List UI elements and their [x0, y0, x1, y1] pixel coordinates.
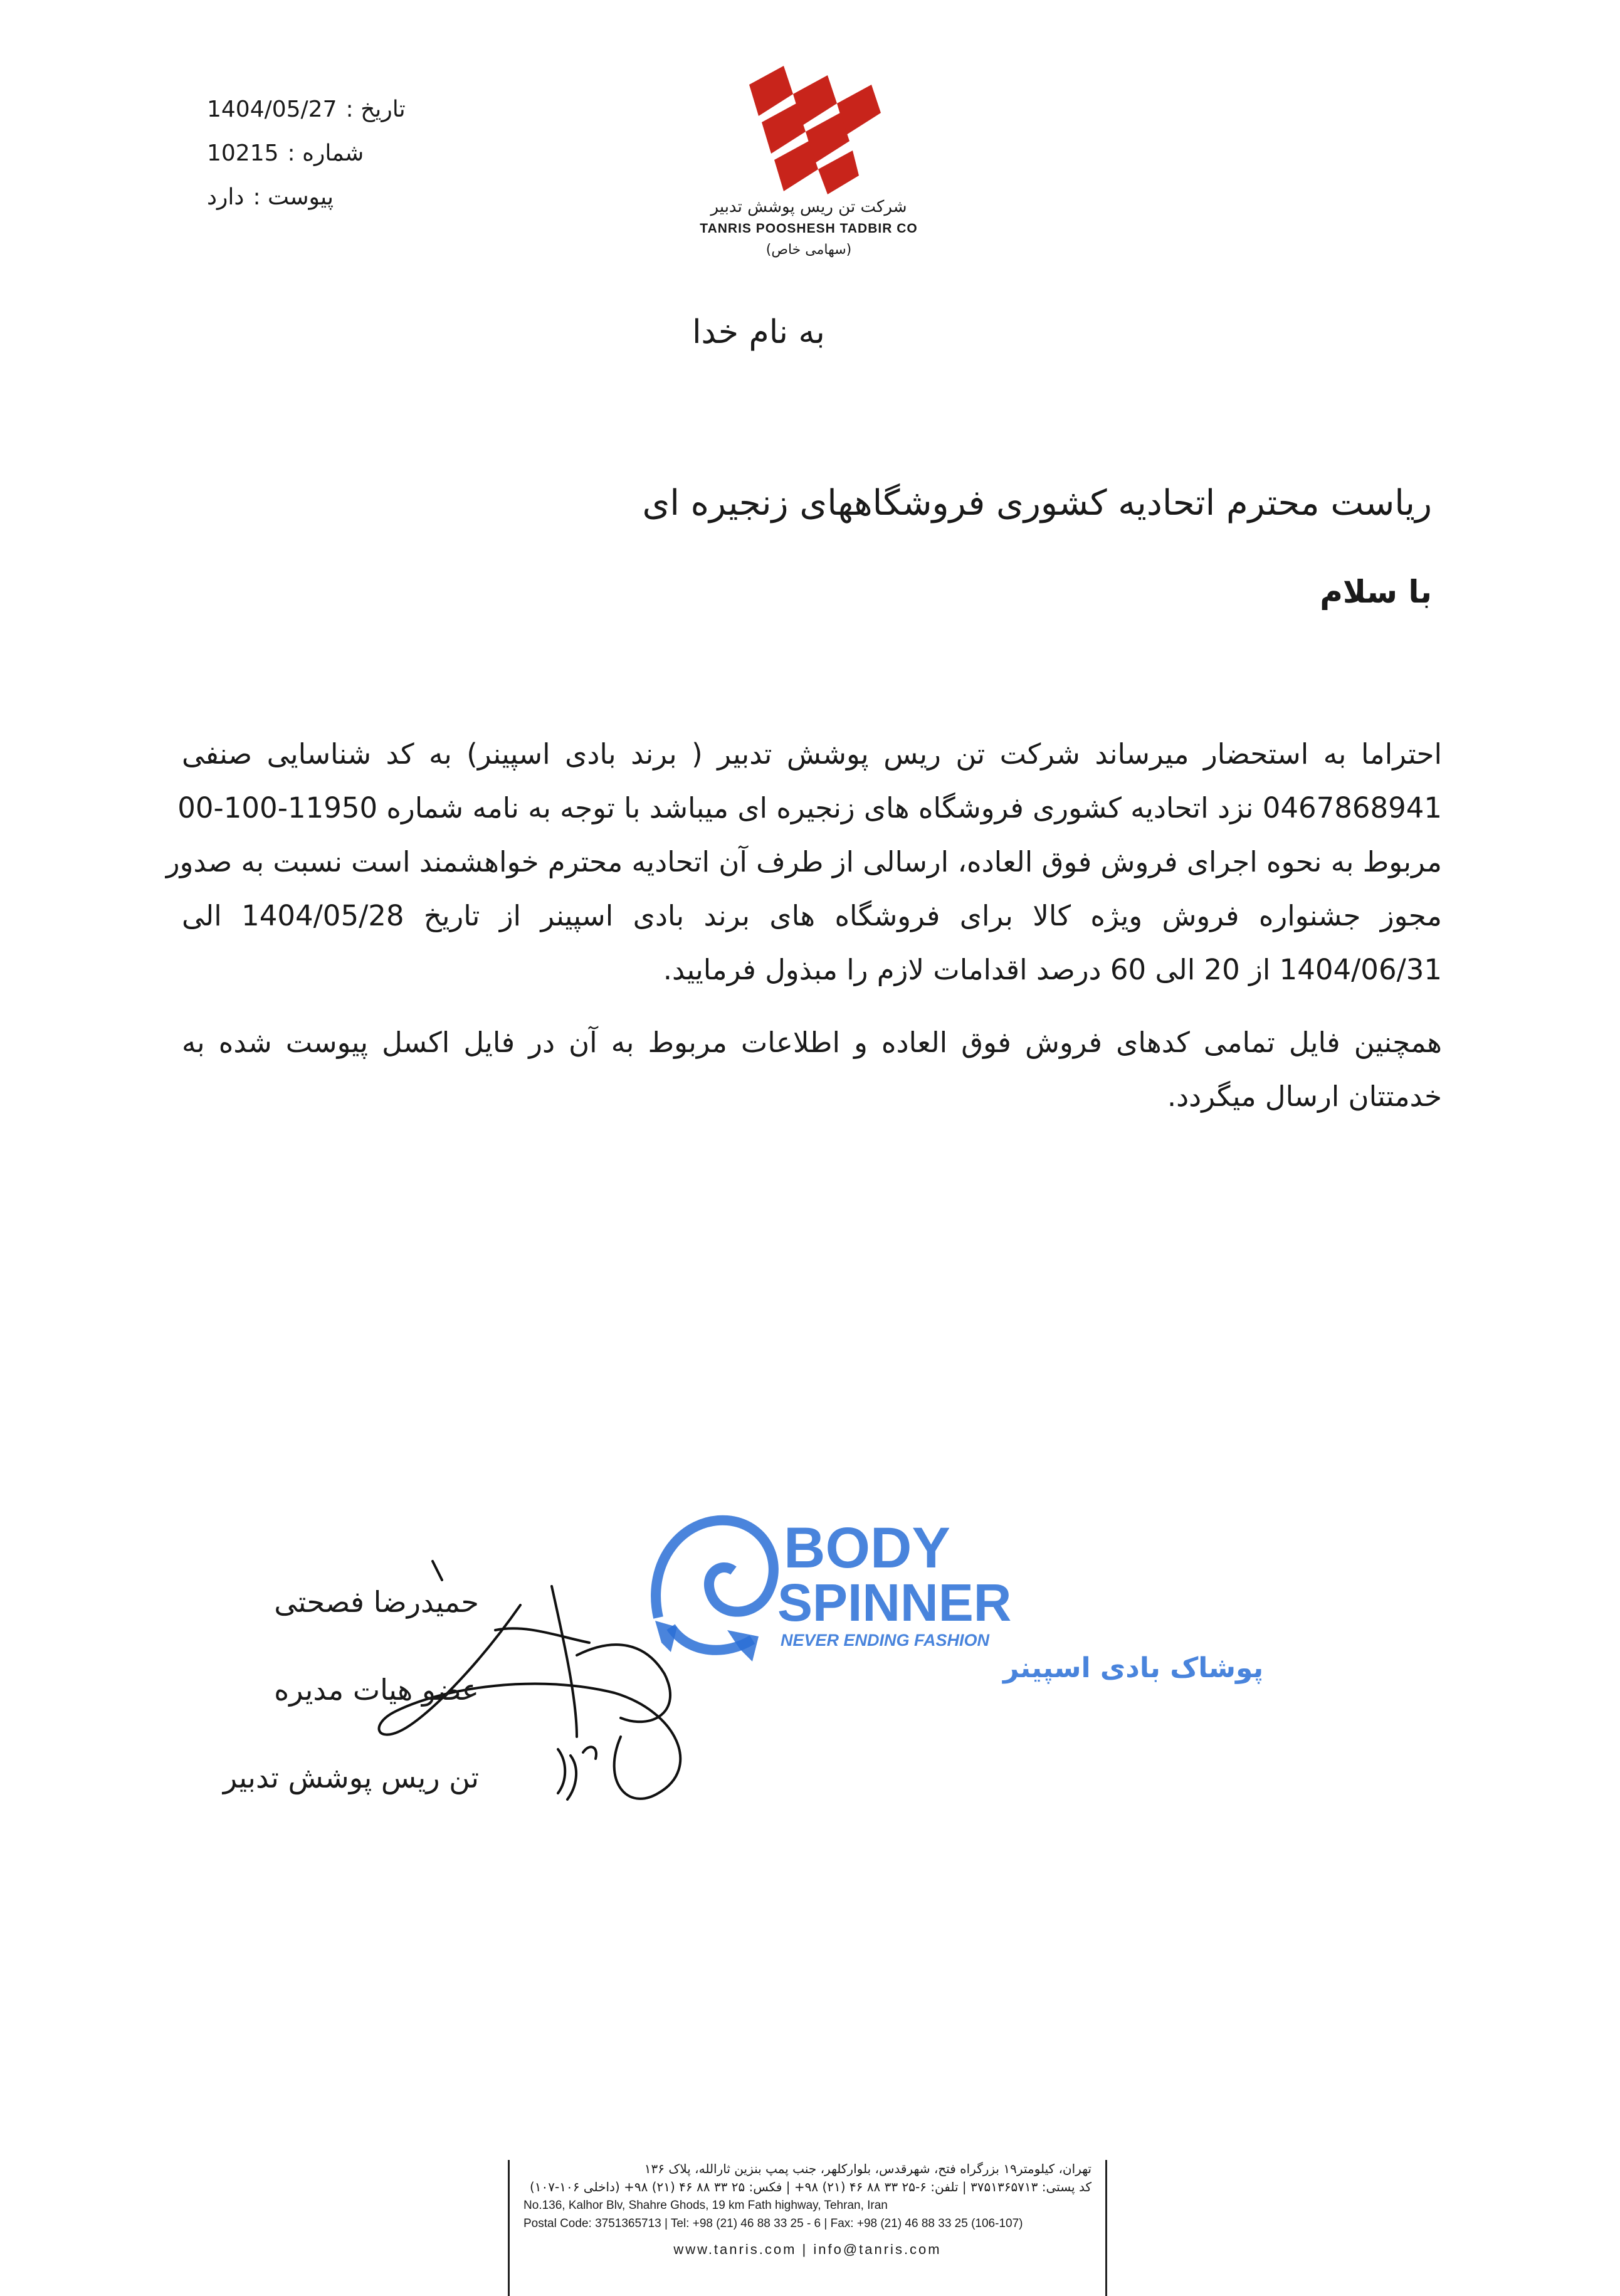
body-line: مجوز جشنواره فروش ویژه کالا برای فروشگاه های برند بادی اسپینر از تاریخ 1404/05/28 الی	[182, 899, 1443, 932]
body-line: همچنین فایل تمامی کدهای فروش فوق العاده و اطلاعات مربوط به آن در فایل اکسل پیوست شده به	[182, 1026, 1442, 1059]
stamp-brand-line2: SPINNER	[777, 1573, 1012, 1632]
company-name-fa: شرکت تن ریس پوشش تدبیر	[710, 197, 907, 216]
footer-address-en: No.136, Kalhor Blv, Shahre Ghods, 19 km Fath highway, Tehran, Iran	[523, 2199, 888, 2212]
signatory-name: حمیدرضا فصحتی	[274, 1585, 479, 1619]
greeting: با سلام	[1320, 574, 1432, 610]
date-row	[207, 88, 439, 132]
company-name-en: TANRIS POOSHESH TADBIR CO	[700, 221, 918, 236]
recipient: ریاست محترم اتحادیه کشوری فروشگاههای زنجیره ای	[642, 483, 1432, 524]
signatory-company: تن ریس پوشش تدبیر	[223, 1761, 479, 1794]
company-logo	[724, 60, 893, 204]
company-name-block	[671, 196, 947, 261]
stamp-tagline: NEVER ENDING FASHION	[781, 1631, 990, 1650]
footer-contact-fa: کد پستی: ۳۷۵۱۳۶۵۷۱۳ | تلفن: ۶-۲۵ ۳۳ ۸۸ ۴۶ (۲۱) ۹۸+ | فکس: ۲۵ ۳۳ ۸۸ ۴۶ (۲۱) ۹۸+ (داخلی ۱۰۶-۱۰۷)	[529, 2179, 1091, 2194]
letter-meta	[207, 88, 439, 219]
body-paragraph-1	[166, 727, 1443, 997]
number-value: 10215	[207, 140, 279, 166]
date-value: 1404/05/27	[207, 97, 337, 122]
footer-contact-en: Postal Code: 3751365713 | Tel: +98 (21) 46 88 33 25 - 6 | Fax: +98 (21) 46 88 33 25 (106-107)	[523, 2217, 1023, 2230]
attachment-row	[207, 176, 439, 219]
body-line: احتراما به استحضار میرساند شرکت تن ریس پوشش تدبیر ( برند بادی اسپینر) به کد شناسایی صنفی	[182, 737, 1442, 771]
company-type-fa: (سهامی خاص)	[765, 242, 852, 258]
body-line: 1404/06/31 از 20 الی 60 درصد اقدامات لازم را مبذول فرمایید.	[663, 953, 1442, 986]
stamp-brand-fa: پوشاک بادی اسپینر	[1003, 1652, 1264, 1684]
body-line: مربوط به نحوه اجرای فروش فوق العاده، ارسالی از طرف آن اتحادیه محترم خواهشمند است نسبت به صدور	[166, 845, 1442, 878]
letter-body	[166, 727, 1443, 1124]
attachment-value: دارد	[207, 184, 245, 210]
body-line: 0467868941 نزد اتحادیه کشوری فروشگاه های زنجیره ای میباشد با توجه به نامه شماره 11950-100-00	[177, 791, 1442, 824]
footer-web: www.tanris.com | info@tanris.com	[673, 2241, 942, 2257]
date-label: تاریخ :	[345, 97, 406, 122]
footer-address-fa: تهران، کیلومتر۱۹ بزرگراه فتح، شهرقدس، بلوارکلهر، جنب پمپ بنزین ثارالله، پلاک ۱۳۶	[644, 2161, 1091, 2176]
signatory-block	[40, 1558, 479, 1821]
attachment-label: پیوست :	[253, 184, 334, 210]
number-label: شماره :	[287, 140, 364, 166]
number-row	[207, 132, 439, 176]
stamp-brand-line1: BODY	[784, 1516, 950, 1580]
signatory-title: عضو هیات مدیره	[274, 1673, 479, 1707]
bismillah: به نام خدا	[692, 313, 825, 351]
body-line: خدمتتان ارسال میگردد.	[1167, 1080, 1442, 1113]
body-paragraph-2	[182, 1016, 1442, 1124]
letter-footer	[508, 2160, 1107, 2296]
